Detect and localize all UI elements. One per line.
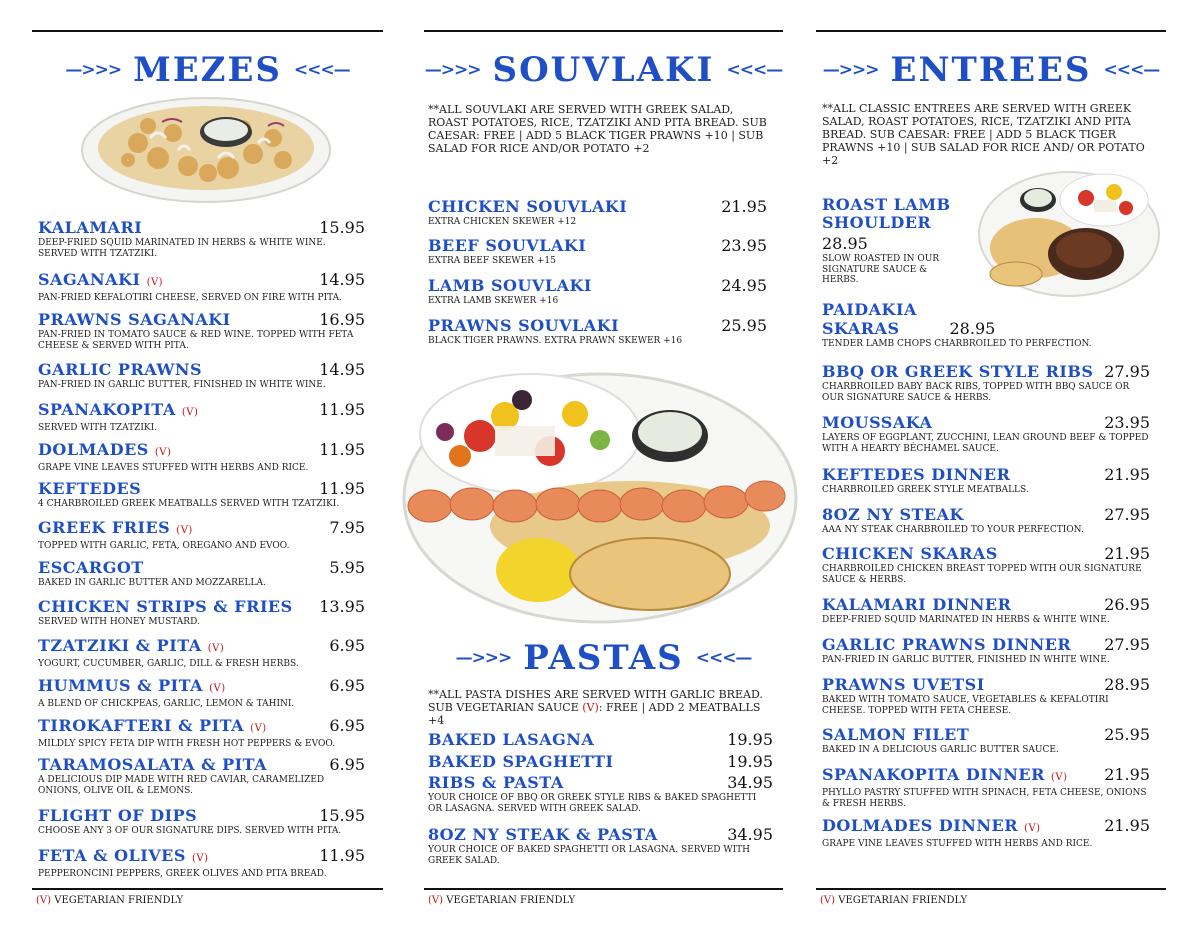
item-row bbox=[38, 479, 365, 498]
item-price: 25.95 bbox=[721, 316, 767, 335]
veg-mark: (V) bbox=[1051, 772, 1068, 783]
item-name bbox=[428, 753, 614, 771]
item-row bbox=[428, 197, 767, 216]
item-desc: EXTRA CHICKEN SKEWER +12 bbox=[428, 217, 577, 227]
item-desc: LAYERS OF EGGPLANT, ZUCCHINI, LEAN GROUND BEEF & TOPPED WITH A HEARTY BÉCHAMEL SAUCE. bbox=[822, 433, 1149, 454]
item-row bbox=[428, 773, 773, 792]
item-desc: PEPPERONCINI PEPPERS, GREEK OLIVES AND PITA BREAD. bbox=[38, 869, 327, 879]
item-row bbox=[822, 595, 1150, 614]
veg-mark: (V) bbox=[1024, 823, 1041, 834]
item-row bbox=[822, 465, 1150, 484]
item-name-text: SPANAKOPITA bbox=[38, 400, 176, 419]
menu-item-8oz-ny-steak bbox=[822, 505, 1150, 536]
item-name-text: SAGANAKI bbox=[38, 270, 141, 289]
item-row bbox=[38, 558, 365, 577]
item-desc: PAN-FRIED IN TOMATO SAUCE & RED WINE. TOPPED WITH FETA CHEESE & SERVED WITH PITA. bbox=[38, 330, 354, 351]
arrow-right: <<<— bbox=[726, 60, 783, 80]
pastas-note-end: : FREE | ADD 2 MEATBALLS +4 bbox=[428, 701, 761, 727]
item-name-text: PRAWNS SOUVLAKI bbox=[428, 316, 620, 335]
veg-mark: (V) bbox=[428, 895, 444, 906]
item-price: 6.95 bbox=[329, 755, 365, 774]
menu-item-garlic-prawns-dinner bbox=[822, 635, 1150, 666]
menu-item-tirokafteri-pita bbox=[38, 716, 365, 750]
item-name-text: KEFTEDES bbox=[38, 479, 142, 498]
item-row bbox=[38, 400, 365, 422]
footer-text: VEGETARIAN FRIENDLY bbox=[446, 895, 576, 906]
item-price: 19.95 bbox=[727, 752, 773, 771]
item-name-text: PRAWNS SAGANAKI bbox=[38, 310, 231, 329]
item-row bbox=[428, 752, 773, 771]
item-name bbox=[428, 277, 592, 295]
item-price: 23.95 bbox=[721, 236, 767, 255]
item-price: 25.95 bbox=[1104, 725, 1150, 744]
item-desc: SLOW ROASTED IN OUR SIGNATURE SAUCE & HERBS. bbox=[822, 254, 940, 285]
arrow-left: —>>> bbox=[455, 648, 512, 668]
menu-item-spanakopita-dinner bbox=[822, 765, 1150, 809]
arrow-left: —>>> bbox=[822, 60, 879, 80]
menu-item-keftedes-dinner bbox=[822, 465, 1150, 496]
item-name-text: BAKED SPAGHETTI bbox=[428, 752, 614, 771]
item-desc: PAN-FRIED IN GARLIC BUTTER, FINISHED IN WHITE WINE. bbox=[38, 380, 326, 390]
item-name: ROAST LAMB bbox=[822, 195, 951, 214]
item-name bbox=[428, 826, 658, 844]
menu-item-paidakia-skaras bbox=[822, 301, 1150, 350]
item-name bbox=[38, 311, 231, 329]
item-row bbox=[38, 360, 365, 379]
item-row bbox=[38, 755, 365, 774]
item-desc: A DELICIOUS DIP MADE WITH RED CAVIAR, CARAMELIZED ONIONS, OLIVE OIL & LEMONS. bbox=[38, 775, 325, 796]
item-name bbox=[822, 676, 985, 694]
pastas-note bbox=[428, 688, 773, 727]
item-row bbox=[822, 413, 1150, 432]
menu-item-chicken-skaras bbox=[822, 544, 1150, 585]
item-name-text: FETA & OLIVES bbox=[38, 846, 186, 865]
item-row bbox=[822, 635, 1150, 654]
item-desc: DEEP-FRIED SQUID MARINATED IN HERBS & WHITE WINE. SERVED WITH TZATZIKI. bbox=[38, 238, 326, 259]
item-name bbox=[38, 401, 198, 422]
item-name bbox=[38, 677, 226, 698]
item-desc: BAKED IN GARLIC BUTTER AND MOZZARELLA. bbox=[38, 578, 266, 588]
menu-item-8oz-ny-steak-pasta bbox=[428, 825, 773, 866]
menu-item-kalamari-dinner bbox=[822, 595, 1150, 626]
item-row bbox=[38, 806, 365, 825]
item-name-text: TZATZIKI & PITA bbox=[38, 636, 202, 655]
arrow-left: —>>> bbox=[65, 60, 122, 80]
item-desc: 4 CHARBROILED GREEK MEATBALLS SERVED WITH TZATZIKI. bbox=[38, 499, 340, 509]
top-rule bbox=[424, 30, 783, 32]
menu-item-flight-of-dips bbox=[38, 806, 365, 837]
item-price: 24.95 bbox=[721, 276, 767, 295]
veg-mark: (V) bbox=[250, 723, 267, 734]
item-name bbox=[822, 414, 932, 432]
item-name bbox=[428, 317, 619, 335]
item-name-text: HUMMUS & PITA bbox=[38, 676, 204, 695]
item-price: 11.95 bbox=[319, 479, 365, 498]
veg-mark: (V) bbox=[146, 277, 164, 288]
item-name-text: BEEF SOUVLAKI bbox=[428, 236, 587, 255]
footer-legend bbox=[36, 895, 183, 906]
menu-item-prawns-souvlaki bbox=[428, 316, 767, 347]
item-name-text: SPANAKOPITA DINNER bbox=[822, 765, 1045, 784]
item-price: 21.95 bbox=[1104, 465, 1150, 484]
item-name bbox=[822, 596, 1011, 614]
souvlaki-note: **ALL SOUVLAKI ARE SERVED WITH GREEK SALAD, ROAST POTATOES, RICE, TZATZIKI AND PITA BREAD. SUB CAESAR: FREE | ADD 5 BLACK TIGER PRAWNS +10 | SUB SALAD FOR RICE AND/OR POTATO +2 bbox=[428, 103, 767, 155]
item-desc: MILDLY SPICY FETA DIP WITH FRESH HOT PEPPERS & EVOO. bbox=[38, 739, 336, 749]
item-row bbox=[822, 816, 1150, 838]
souvlaki-title: SOUVLAKI bbox=[492, 50, 715, 90]
item-row bbox=[38, 440, 365, 462]
item-name-text: SALMON FILET bbox=[822, 725, 970, 744]
item-desc: A BLEND OF CHICKPEAS, GARLIC, LEMON & TAHINI. bbox=[38, 699, 295, 709]
item-name bbox=[38, 847, 209, 868]
menu-item-dolmades bbox=[38, 440, 365, 474]
pastas-note-start: **ALL PASTA DISHES ARE SERVED WITH GARLIC BREAD. SUB VEGETARIAN SAUCE bbox=[428, 688, 763, 714]
item-name bbox=[822, 363, 1093, 381]
bottom-rule bbox=[816, 888, 1166, 890]
item-price: 7.95 bbox=[329, 518, 365, 537]
item-price: 16.95 bbox=[319, 310, 365, 329]
item-name bbox=[822, 817, 1041, 838]
item-name: SHOULDER bbox=[822, 213, 932, 232]
entrees-column bbox=[816, 0, 1166, 927]
menu-item-moussaka bbox=[822, 413, 1150, 454]
item-name-text: CHICKEN STRIPS & FRIES bbox=[38, 597, 293, 616]
item-name bbox=[822, 466, 1010, 484]
mezes-title: MEZES bbox=[133, 50, 282, 90]
footer-legend bbox=[428, 895, 575, 906]
item-desc: CHARBROILED CHICKEN BREAST TOPPED WITH OUR SIGNATURE SAUCE & HERBS. bbox=[822, 564, 1142, 585]
arrow-right: <<<— bbox=[1103, 60, 1160, 80]
item-name-text: DOLMADES bbox=[38, 440, 149, 459]
kalamari-photo bbox=[78, 88, 334, 206]
item-price: 11.95 bbox=[319, 440, 365, 459]
item-row bbox=[38, 270, 365, 292]
item-name-text: FLIGHT OF DIPS bbox=[38, 806, 198, 825]
item-desc: TOPPED WITH GARLIC, FETA, OREGANO AND EVOO. bbox=[38, 541, 290, 551]
veg-mark: (V) bbox=[176, 525, 193, 536]
item-name-text: LAMB SOUVLAKI bbox=[428, 276, 592, 295]
item-price: 28.95 bbox=[822, 234, 868, 253]
item-row bbox=[822, 505, 1150, 524]
item-desc: AAA NY STEAK CHARBROILED TO YOUR PERFECTION. bbox=[822, 525, 1084, 535]
item-row bbox=[428, 825, 773, 844]
menu-item-chicken-souvlaki bbox=[428, 197, 767, 228]
item-row bbox=[428, 316, 767, 335]
item-name bbox=[38, 598, 293, 616]
item-name-text: KALAMARI DINNER bbox=[822, 595, 1012, 614]
item-name-text: 8OZ NY STEAK & PASTA bbox=[428, 825, 658, 844]
item-desc: CHARBROILED BABY BACK RIBS, TOPPED WITH BBQ SAUCE OR OUR SIGNATURE SAUCE & HERBS. bbox=[822, 382, 1130, 403]
item-desc: YOGURT, CUCUMBER, GARLIC, DILL & FRESH HERBS. bbox=[38, 659, 299, 669]
item-desc: BAKED IN A DELICIOUS GARLIC BUTTER SAUCE. bbox=[822, 745, 1059, 755]
item-row bbox=[822, 765, 1150, 787]
item-desc: YOUR CHOICE OF BAKED SPAGHETTI OR LASAGNA. SERVED WITH GREEK SALAD. bbox=[428, 845, 751, 866]
entrees-heading bbox=[816, 48, 1166, 92]
item-price: 14.95 bbox=[319, 270, 365, 289]
item-name bbox=[38, 480, 141, 498]
item-row bbox=[38, 518, 365, 540]
item-price: 21.95 bbox=[721, 197, 767, 216]
entrees-note: **ALL CLASSIC ENTREES ARE SERVED WITH GREEK SALAD, ROAST POTATOES, RICE, TZATZIKI AND PITA BREAD. SUB CAESAR: FREE | ADD 5 BLACK TIGER PRAWNS +10 | SUB SALAD FOR RICE AND/ OR POTATO +2 bbox=[822, 102, 1145, 167]
arrow-right: <<<— bbox=[695, 648, 752, 668]
item-name bbox=[38, 361, 202, 379]
item-row bbox=[428, 730, 773, 749]
menu-item-bbq-or-greek-style-ribs bbox=[822, 362, 1150, 403]
veg-mark: (V) bbox=[209, 683, 226, 694]
item-price: 15.95 bbox=[319, 806, 365, 825]
item-name-text: KALAMARI bbox=[38, 218, 143, 237]
item-price: 27.95 bbox=[1104, 362, 1150, 381]
item-desc: DEEP-FRIED SQUID MARINATED IN HERBS & WHITE WINE. bbox=[822, 615, 1110, 625]
bottom-rule bbox=[32, 888, 383, 890]
item-desc: BLACK TIGER PRAWNS. EXTRA PRAWN SKEWER +16 bbox=[428, 336, 683, 346]
item-name-text: TARAMOSALATA & PITA bbox=[38, 755, 268, 774]
item-row bbox=[428, 236, 767, 255]
item-price: 28.95 bbox=[949, 319, 996, 338]
item-row bbox=[822, 725, 1150, 744]
mezes-heading bbox=[32, 48, 383, 92]
item-row bbox=[38, 636, 365, 658]
pastas-heading bbox=[424, 636, 783, 680]
item-name-text: 8OZ NY STEAK bbox=[822, 505, 964, 524]
item-name: PAIDAKIA bbox=[822, 300, 917, 319]
item-price: 34.95 bbox=[727, 773, 773, 792]
item-name-text: GARLIC PRAWNS DINNER bbox=[822, 635, 1072, 654]
item-price: 34.95 bbox=[727, 825, 773, 844]
item-name-text: BAKED LASAGNA bbox=[428, 730, 595, 749]
item-name-text: CHICKEN SOUVLAKI bbox=[428, 197, 628, 216]
menu-item-kalamari bbox=[38, 218, 365, 259]
item-price: 6.95 bbox=[329, 676, 365, 695]
menu-item-keftedes bbox=[38, 479, 365, 510]
item-row bbox=[38, 846, 365, 868]
menu-item-beef-souvlaki bbox=[428, 236, 767, 267]
item-name bbox=[38, 441, 171, 462]
item-price: 19.95 bbox=[727, 730, 773, 749]
item-desc: GRAPE VINE LEAVES STUFFED WITH HERBS AND RICE. bbox=[38, 463, 309, 473]
item-price: 27.95 bbox=[1104, 505, 1150, 524]
item-price: 6.95 bbox=[329, 636, 365, 655]
item-desc: PAN-FRIED IN GARLIC BUTTER, FINISHED IN WHITE WINE. bbox=[822, 655, 1110, 665]
menu-item-tzatziki-pita bbox=[38, 636, 365, 670]
item-desc: PAN-FRIED KEFALOTIRI CHEESE, SERVED ON FIRE WITH PITA. bbox=[38, 293, 343, 303]
top-rule bbox=[816, 30, 1166, 32]
mezes-column bbox=[32, 0, 383, 927]
item-price: 5.95 bbox=[329, 558, 365, 577]
item-name bbox=[822, 636, 1071, 654]
veg-mark: (V) bbox=[154, 447, 172, 458]
menu-item-roast-lamb-shoulder bbox=[822, 196, 972, 286]
menu-item-hummus-pita bbox=[38, 676, 365, 710]
item-row bbox=[38, 676, 365, 698]
item-price: 6.95 bbox=[329, 716, 365, 735]
item-name: SKARAS bbox=[822, 319, 900, 338]
item-price: 21.95 bbox=[1104, 765, 1150, 784]
item-price: 21.95 bbox=[1104, 544, 1150, 563]
item-row bbox=[428, 276, 767, 295]
item-name bbox=[428, 731, 594, 749]
menu-item-feta-olives bbox=[38, 846, 365, 880]
bottom-rule bbox=[424, 888, 783, 890]
item-name bbox=[428, 774, 564, 792]
item-price: 26.95 bbox=[1104, 595, 1150, 614]
item-price: 23.95 bbox=[1104, 413, 1150, 432]
item-name-text: RIBS & PASTA bbox=[428, 773, 564, 792]
top-rule bbox=[32, 30, 383, 32]
menu-item-garlic-prawns bbox=[38, 360, 365, 391]
item-name bbox=[822, 726, 969, 744]
item-row bbox=[38, 716, 365, 738]
footer-text: VEGETARIAN FRIENDLY bbox=[54, 895, 184, 906]
footer-legend bbox=[820, 895, 967, 906]
item-name bbox=[38, 756, 267, 774]
veg-mark: (V) bbox=[820, 895, 836, 906]
item-desc: CHOOSE ANY 3 OF OUR SIGNATURE DIPS. SERVED WITH PITA. bbox=[38, 826, 342, 836]
item-name bbox=[38, 219, 142, 237]
item-price: 15.95 bbox=[319, 218, 365, 237]
item-row bbox=[38, 310, 365, 329]
menu-item-chicken-strips-fries bbox=[38, 597, 365, 628]
footer-text: VEGETARIAN FRIENDLY bbox=[838, 895, 968, 906]
item-row bbox=[822, 362, 1150, 381]
menu-item-escargot bbox=[38, 558, 365, 589]
veg-mark: (V) bbox=[582, 701, 599, 714]
item-price: 28.95 bbox=[1104, 675, 1150, 694]
item-price: 21.95 bbox=[1104, 816, 1150, 835]
item-name-text: ESCARGOT bbox=[38, 558, 144, 577]
veg-mark: (V) bbox=[36, 895, 52, 906]
menu-item-baked-lasagna bbox=[428, 730, 773, 749]
souvlaki-heading bbox=[424, 48, 783, 92]
veg-mark: (V) bbox=[181, 407, 199, 418]
item-desc: SERVED WITH HONEY MUSTARD. bbox=[38, 617, 200, 627]
menu-item-lamb-souvlaki bbox=[428, 276, 767, 307]
item-name-text: TIROKAFTERI & PITA bbox=[38, 716, 245, 735]
item-name-text: KEFTEDES DINNER bbox=[822, 465, 1011, 484]
item-name-text: PRAWNS UVETSI bbox=[822, 675, 985, 694]
veg-mark: (V) bbox=[207, 643, 225, 654]
item-desc: YOUR CHOICE OF BBQ OR GREEK STYLE RIBS & BAKED SPAGHETTI OR LASAGNA. SERVED WITH GREEK SALAD. bbox=[428, 793, 757, 814]
item-desc: CHARBROILED GREEK STYLE MEATBALLS. bbox=[822, 485, 1029, 495]
souvlaki-column bbox=[424, 0, 783, 927]
arrow-right: <<<— bbox=[293, 60, 350, 80]
item-name bbox=[38, 637, 224, 658]
item-row bbox=[38, 218, 365, 237]
item-name bbox=[822, 506, 964, 524]
menu-item-salmon-filet bbox=[822, 725, 1150, 756]
souvlaki-plate-photo bbox=[400, 356, 800, 628]
entrees-title: ENTREES bbox=[890, 50, 1092, 90]
item-desc: SERVED WITH TZATZIKI. bbox=[38, 423, 158, 433]
menu-item-greek-fries bbox=[38, 518, 365, 552]
menu-item-prawns-saganaki bbox=[38, 310, 365, 351]
item-desc: EXTRA LAMB SKEWER +16 bbox=[428, 296, 559, 306]
item-name bbox=[38, 807, 197, 825]
item-row bbox=[822, 675, 1150, 694]
item-price: 11.95 bbox=[319, 400, 365, 419]
veg-mark: (V) bbox=[192, 853, 209, 864]
item-price: 13.95 bbox=[319, 597, 365, 616]
item-name-text: CHICKEN SKARAS bbox=[822, 544, 998, 563]
item-desc: EXTRA BEEF SKEWER +15 bbox=[428, 256, 556, 266]
menu-item-saganaki bbox=[38, 270, 365, 304]
menu-item-ribs-pasta bbox=[428, 773, 773, 814]
pastas-title: PASTAS bbox=[523, 638, 684, 678]
menu-item-dolmades-dinner bbox=[822, 816, 1150, 850]
item-name-text: DOLMADES DINNER bbox=[822, 816, 1018, 835]
menu-item-spanakopita bbox=[38, 400, 365, 434]
item-name bbox=[38, 559, 144, 577]
item-name bbox=[428, 237, 586, 255]
item-price: 14.95 bbox=[319, 360, 365, 379]
item-name-text: GARLIC PRAWNS bbox=[38, 360, 203, 379]
arrow-left: —>>> bbox=[424, 60, 481, 80]
menu-item-baked-spaghetti bbox=[428, 752, 773, 771]
item-name-text: MOUSSAKA bbox=[822, 413, 933, 432]
item-desc: TENDER LAMB CHOPS CHARBROILED TO PERFECTION. bbox=[822, 339, 1092, 349]
item-desc: PHYLLO PASTRY STUFFED WITH SPINACH, FETA CHEESE, ONIONS & FRESH HERBS. bbox=[822, 788, 1147, 809]
item-desc: BAKED WITH TOMATO SAUCE, VEGETABLES & KEFALOTIRI CHEESE. TOPPED WITH FETA CHEESE. bbox=[822, 695, 1109, 716]
menu-item-prawns-uvetsi bbox=[822, 675, 1150, 716]
item-name-text: BBQ OR GREEK STYLE RIBS bbox=[822, 362, 1094, 381]
item-name bbox=[822, 766, 1068, 787]
item-desc: GRAPE VINE LEAVES STUFFED WITH HERBS AND RICE. bbox=[822, 839, 1093, 849]
item-price: 27.95 bbox=[1104, 635, 1150, 654]
menu-item-taramosalata-pita bbox=[38, 755, 365, 796]
item-price: 11.95 bbox=[319, 846, 365, 865]
item-row bbox=[38, 597, 365, 616]
item-name bbox=[38, 717, 267, 738]
lamb-plate-photo bbox=[976, 164, 1162, 298]
item-row bbox=[822, 544, 1150, 563]
item-name bbox=[428, 198, 627, 216]
item-name bbox=[38, 271, 163, 292]
item-name bbox=[822, 545, 998, 563]
item-name bbox=[38, 519, 193, 540]
item-name-text: GREEK FRIES bbox=[38, 518, 171, 537]
